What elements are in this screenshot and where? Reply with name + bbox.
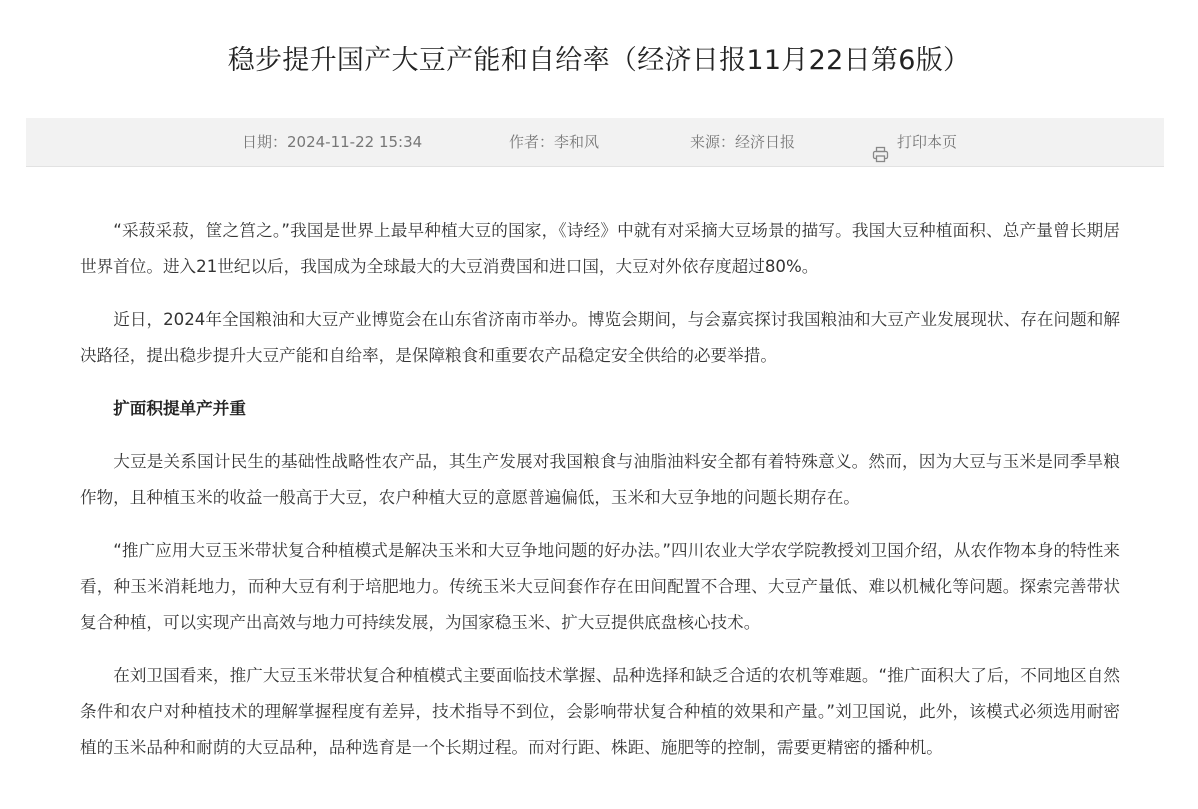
paragraph-1: “采菽采菽，筐之筥之。”我国是世界上最早种植大豆的国家，《诗经》中就有对采摘大豆场景的描写。我国大豆种植面积、总产量曾长期居世界首位。进入21世纪以后，我国成为全球最大的大豆消费国和进口国，大豆对外依存度超过80%。 [80, 221, 1120, 276]
print-label: 打印本页 [897, 133, 958, 151]
source: 来源：经济日报 [690, 133, 796, 151]
print-button[interactable] [872, 118, 957, 166]
printer-icon [872, 134, 889, 151]
section-subheading: 扩面积提单产并重 [113, 399, 246, 418]
paragraph-4: “推广应用大豆玉米带状复合种植模式是解决玉米和大豆争地问题的好办法。”四川农业大学农学院教授刘卫国介绍，从农作物本身的特性来看，种玉米消耗地力，而种大豆有利于培肥地力。传统玉米大豆间套作存在田间配置不合理、大豆产量低、难以机械化等问题。探索完善带状复合种植，可以实现产出高效与地力可持续发展，为国家稳玉米、扩大豆提供底盘核心技术。 [80, 541, 1120, 632]
publish-date: 日期：2024-11-22 15:34 [242, 133, 423, 151]
author: 作者：李和风 [509, 133, 600, 151]
article-title: 稳步提升国产大豆产能和自给率（经济日报11月22日第6版） [227, 45, 971, 76]
paragraph-5: 在刘卫国看来，推广大豆玉米带状复合种植模式主要面临技术掌握、品种选择和缺乏合适的农机等难题。“推广面积大了后，不同地区自然条件和农户对种植技术的理解掌握程度有差异，技术指导不到位，会影响带状复合种植的效果和产量。”刘卫国说，此外，该模式必须选用耐密植的玉米品种和耐荫的大豆品种，品种选育是一个长期过程。而对行距、株距、施肥等的控制，需要更精密的播种机。 [80, 666, 1120, 757]
paragraph-3: 大豆是关系国计民生的基础性战略性农产品，其生产发展对我国粮食与油脂油料安全都有着特殊意义。然而，因为大豆与玉米是同季旱粮作物，且种植玉米的收益一般高于大豆，农户种植大豆的意愿普遍偏低，玉米和大豆争地的问题长期存在。 [80, 452, 1120, 507]
paragraph-2: 近日，2024年全国粮油和大豆产业博览会在山东省济南市举办。博览会期间，与会嘉宾探讨我国粮油和大豆产业发展现状、存在问题和解决路径，提出稳步提升大豆产能和自给率，是保障粮食和重要农产品稳定安全供给的必要举措。 [80, 310, 1120, 365]
article-body [80, 213, 1120, 783]
article-meta-bar [26, 118, 1164, 167]
